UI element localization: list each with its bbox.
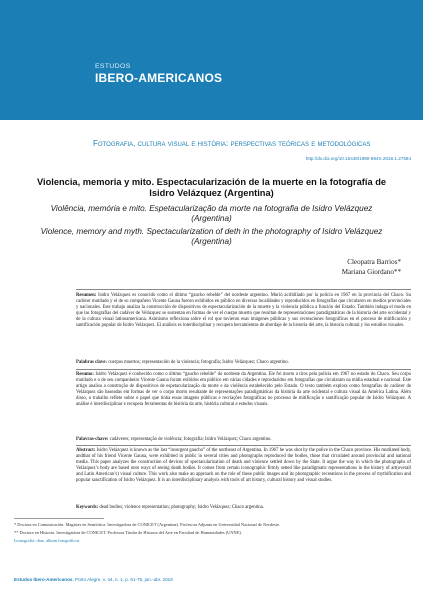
keywords-portuguese — [76, 437, 411, 443]
section-divider — [76, 445, 411, 446]
keywords-text: cadáveres; representação de violência; fotografia; Isidro Velázquez; Chaco argentino. — [109, 437, 272, 442]
article-title-portuguese: Violência, memória e mito. Espetacularização da morte na fotografia de Isidro Velázquez (Argentina) — [50, 204, 373, 223]
article-title-english: Violence, memory and myth. Spectacularization of deth in the photography of Isidro Velázquez (Argentina) — [40, 227, 383, 246]
author-name: Mariana Giordano** — [341, 268, 401, 276]
footnote-author-1: * Doctora en Comunicación. Magíster en Semiótica. Investigadora de CONICET (Argentina). Profesora Adjunta en Universidad Nacional de Nordeste. — [14, 522, 281, 527]
abstract-label: Resumo: — [76, 372, 94, 377]
author-list — [342, 257, 401, 277]
journal-name-small: ESTUDOS — [95, 63, 131, 70]
abstract-text: Isidro Velázquez é conhecido como o último “gaucho rebelde” do nordeste da Argentina. Ele foi morto a tiros pela polícia em 1967 no estado do Chaco. Seu corpo mutilado e o de seu companheiro Vicente Gauna foram exibidos em público em várias cidades e reproduzidos em fotografias que circularam na mídia estadual e nacional. Este artigo analisa a construção de dispositivos de espetacularização da morte e da violência estabelecido pelo Estado. O texto também explora como fotografias do cadáver de Velázquez são baseadas em formas de ver o corpo morto resultante de representações paradigmáticas da história da arte ocidental e cultura visual da América Latina. Além disso, o trabalho reflete sobre o papel que tinha essas imagens públicas e recriações fotográficas no processo de mitificação e santificação popular de Isidro Velázquez. A análise é interdisciplinar e recupera ferramentas de história da arte, história cultural e estudos visuais. — [76, 372, 411, 408]
abstract-label: Resumen: — [76, 293, 97, 298]
page-footer — [14, 577, 173, 582]
keywords-spanish — [76, 360, 411, 366]
footer-citation: , Porto Alegre, v. 44, n. 1, p. 61-75, jan.-abr. 2018 — [72, 577, 173, 582]
keywords-label: Keywords: — [76, 505, 99, 510]
footer-journal-name: Estudos Ibero-Americanos — [14, 577, 73, 582]
doi-link[interactable]: http://dx.doi.org/10.15448/1980-864X.2018.1.27584 — [305, 156, 411, 161]
article-title: Violencia, memoria y mito. Espectacularización de la muerte en la fotografía de Isidro Velázquez (Argentina) — [36, 177, 387, 198]
abstract-english — [76, 448, 411, 484]
keywords-label: Palabras clave: — [76, 360, 108, 365]
journal-name-large: IBERO-AMERICANOS — [95, 71, 223, 85]
abstract-label: Abstract: — [76, 448, 96, 453]
footnote-divider — [14, 518, 104, 519]
section-divider — [76, 369, 411, 370]
abstract-spanish — [76, 293, 411, 329]
section-divider — [76, 289, 411, 290]
journal-header-banner — [0, 0, 423, 120]
footnote-author-2: ** Doctora en Historia. Investigadora de CONICET. Profesora Titular de Historia del Arte en Facultad de Humanidades (UNNE). — [14, 530, 242, 535]
footnote-credit: Iconografía: diaz, álbum fotográficos — [14, 538, 80, 543]
dossier-title: Fotografia, cultura visual e história: perspectivas teóricas e metodológicas — [93, 139, 371, 148]
keywords-label: Palavras-chave: — [76, 437, 109, 442]
author-name: Cleopatra Barrios* — [347, 258, 401, 266]
keywords-english — [76, 505, 411, 511]
abstract-text: Isidro Velázquez is known as the last “insurgent gaucho” of the northeast of Argentina. In 1967 he was shot by the police in the Chaco province. His mutilated body, andthat of his friend Vicente Gauna, were exhibited in public in several cities and photographs reproduced the bodies, those that circulated around provincial and national media. This paper analyzes the construction of devices of spectacularization of death and violence settled down by the State. It argue the way in which the photographs of Velázquez’s body are based onto ways of seeing death bodies. It comes from certain iconographic firmly setted like paradigmatic representations in the history of art(overall and Latin American’s) visual culture. This work also make an approach on the role of these public images and its photographic recreations in the process of mythification and popular sanctification of Isidro Velázquez. It is an interdisciplinary analysis with tools of art history, cultural history and visual studies. — [76, 448, 411, 484]
abstract-portuguese — [76, 372, 411, 408]
keywords-text: cuerpos muertos; representación de la violencia; fotografía; Isidro Velázquez; Chaco argentino. — [108, 360, 289, 365]
abstract-text: Isidro Velázquez es conocido como el último “gaucho rebelde” del nordeste argentino. Murió acribillado por la policía en 1967 en la provincia del Chaco. Su cadáver mutilado y el de su compañero Vicente Gauna fueron exhibidos en público en diversas localidades y reproducidos en fotografías que circularon en medios provinciales y nacionales. Este trabajo analiza la construcción de dispositivos de espectacularización de la muerte y la violencia pública a función del Estado. También indaga el modo en que las fotografías del cadáver de Velázquez se sustentan en formas de ver el cuerpo muerto que resultan de representaciones paradigmáticas de la historia del arte occidental y de la cultura visual latinoamericana. Asimismo reflexiona sobre el rol que tuvieron esas imágenes públicas y sus recreaciones fotográficas en el proceso de mitificación y santificación popular de Isidro Velázquez. El análisis es interdisciplinar y recupera herramientas de abordaje de la historia del arte, la historia cultural y los estudios visuales. — [76, 293, 412, 329]
keywords-text: dead bodies; violence representation; photography; Isidro Velázquez; Chaco argentina. — [99, 505, 264, 510]
